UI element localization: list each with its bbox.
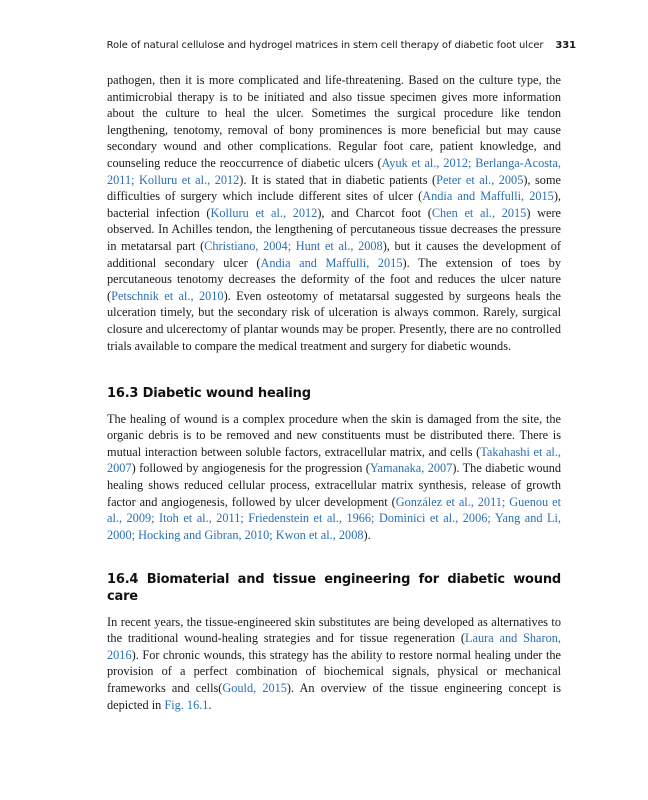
citation-link[interactable]: Christiano, 2004; Hunt et al., 2008 [204, 238, 383, 253]
citation-link[interactable]: Ayuk et al., 2012; Berlanga-Acosta, 2011; Kolluru et al., 2012 [107, 155, 561, 187]
section-heading: 16.4 Biomaterial and tissue engineering for diabetic wound care [107, 572, 561, 605]
citation-link[interactable]: Peter et al., 2005 [436, 172, 524, 187]
page-number: 331 [555, 40, 576, 51]
citation-link[interactable]: Chen et al., 2015 [431, 205, 527, 220]
section-heading: 16.3 Diabetic wound healing [107, 386, 311, 402]
citation-link[interactable]: Fig. 16.1 [164, 697, 209, 712]
citation-link[interactable]: Laura and Sharon, 2016 [107, 631, 561, 662]
citation-link[interactable]: Yamanaka, 2007 [369, 461, 453, 476]
citation-link[interactable]: Petschnik et al., 2010 [111, 288, 224, 303]
running-head [107, 40, 576, 51]
citation-link[interactable]: Andia and Maffulli, 2015 [422, 189, 554, 204]
citation-link[interactable]: Gould, 2015 [222, 681, 287, 695]
citation-link[interactable]: Takahashi et al., 2007 [107, 444, 561, 476]
citation-link[interactable]: Kolluru et al., 2012 [210, 205, 318, 220]
citation-link[interactable]: González et al., 2011; Guenou et al., 2009; Itoh et al., 2011; Friedenstein et al., 1966; Dominici et al., 2006; Yang and Li, 2000; Hocking and Gibran, 2010; Kwon et al., 2008 [107, 494, 561, 542]
running-title: Role of natural cellulose and hydrogel matrices in stem cell therapy of diabetic foot ulcer [106, 40, 544, 51]
body-text [107, 72, 561, 713]
paragraph: The healing of wound is a complex procedure when the skin is damaged from the site, the organic debris is to be removed and new constituents must be distributed there. There is mutual interaction between soluble factors, extracellular matrix, and cells (Takahashi et al., 2007) followed by angiogenesis for the progression (Yamanaka, 2007). The diabetic wound healing shows reduced cellular process, extracellular matrix synthesis, release of growth factor and angiogenesis, followed by ulcer development (González et al., 2011; Guenou et al., 2009; Itoh et al., 2011; Friedenstein et al., 1966; Dominici et al., 2006; Yang and Li, 2000; Hocking and Gibran, 2010; Kwon et al., 2008). [107, 411, 561, 542]
paragraph: In recent years, the tissue-engineered skin substitutes are being developed as alternatives to the traditional wound-healing strategies and for tissue regeneration (Laura and Sharon, 2016). For chronic wounds, this strategy has the ability to restore normal healing under the provision of a perfect combination of biochemical signals, physical or mechanical frameworks and cells(Gould, 2015). An overview of the tissue engineering concept is depicted in Fig. 16.1. [107, 614, 561, 712]
paragraph: pathogen, then it is more complicated and life-threatening. Based on the culture type, the antimicrobial therapy is to be initiated and also tissue specimen gives more information about the culture to heal the ulcer. Sometimes the surgical procedure like tendon lengthening, tenotomy, removal of bony prominences is more beneficial but may cause secondary wound and other complications. Regular foot care, patient knowledge, and counseling reduce the reoccurrence of diabetic ulcers (Ayuk et al., 2012; Berlanga-Acosta, 2011; Kolluru et al., 2012). It is stated that in diabetic patients (Peter et al., 2005), some difficulties of surgery which include different sites of ulcer (Andia and Maffulli, 2015), bacterial infection (Kolluru et al., 2012), and Charcot foot (Chen et al., 2015) were observed. In Achilles tendon, the lengthening of percutaneous tissue decreases the pressure in metatarsal part (Christiano, 2004; Hunt et al., 2008), but it causes the development of additional secondary ulcer (Andia and Maffulli, 2015). The extension of toes by percutaneous tenotomy decreases the deformity of the foot and reduces the ulcer nature (Petschnik et al., 2010). Even osteotomy of metatarsal suggested by surgeons heals the ulceration timely, but the secondary risk of ulceration is always common. Rarely, surgical closure and ulcerectomy of plantar wounds may be proper. Presently, there are no controlled trials available to compare the medical treatment and surgery for diabetic wounds. [107, 73, 562, 353]
citation-link[interactable]: Andia and Maffulli, 2015 [260, 255, 403, 270]
